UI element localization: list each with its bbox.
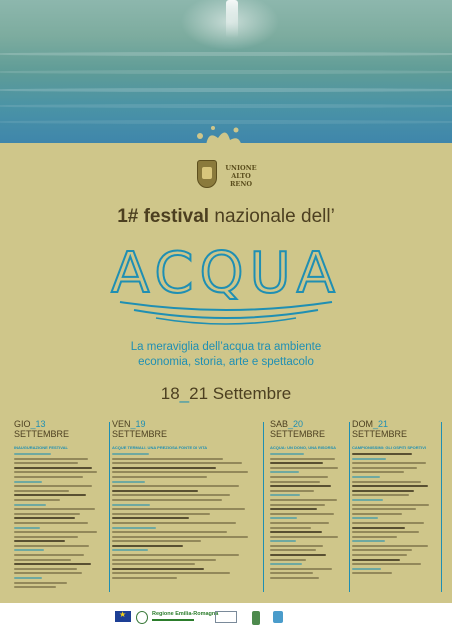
festival-subtitle: La meraviglia dell’acqua tra ambiente economia, storia, arte e spettacolo [130, 341, 322, 368]
month-label: SETTEMBRE [352, 429, 408, 439]
event-list [14, 453, 106, 588]
day-heading: ACQUE TERMALI. UNA PREZIOSA FONTE DI VITA [112, 445, 208, 450]
day-heading: ACQUA: UN DONO, UNA RISORSA [270, 445, 337, 450]
column-divider [349, 422, 350, 592]
headline-rest: nazionale dell’ [214, 206, 335, 227]
edition-number: 1# [117, 206, 139, 227]
water-ripple [0, 52, 452, 56]
logo-text: UNIONE ALTO RENO [225, 164, 257, 188]
sponsor-logo [252, 611, 260, 625]
day-heading: CAMPIONISSIMI: GLI OSPITI SPORTIVI [352, 445, 427, 450]
column-divider [441, 422, 442, 592]
event-list [270, 453, 346, 579]
sponsor-logo [304, 611, 334, 621]
festival-dates: 18_21 Settembre [160, 384, 292, 403]
day-label: VEN_19 [112, 419, 146, 429]
light-reflection [226, 0, 238, 38]
day-heading: INAUGURAZIONE FESTIVAL [14, 445, 68, 450]
sponsor-strip [0, 603, 452, 635]
coat-of-arms-icon [197, 160, 217, 188]
water-ripple [0, 70, 452, 74]
water-ripple [0, 104, 452, 108]
month-label: SETTEMBRE [112, 429, 168, 439]
acqua-title-text: ACQUA [111, 241, 341, 306]
event-list [112, 453, 260, 579]
eu-flag-logo [115, 611, 131, 622]
programme-columns [14, 420, 438, 594]
sponsor-logo [273, 611, 283, 623]
festival-headline [0, 206, 452, 228]
day-column-gio [14, 420, 106, 594]
column-divider [263, 422, 264, 592]
sponsor-logo [215, 611, 237, 623]
festival-word: festival [143, 206, 210, 227]
water-ripple [0, 88, 452, 92]
month-label: SETTEMBRE [270, 429, 326, 439]
day-column-dom [352, 420, 438, 594]
day-column-sab [270, 420, 346, 594]
day-label: SAB_20 [270, 419, 304, 429]
unione-alto-reno-logo [193, 156, 263, 196]
column-divider [109, 422, 110, 592]
event-list [352, 453, 438, 574]
month-label: SETTEMBRE [14, 429, 70, 439]
region-logo: Regione Emilia-Romagna [152, 611, 194, 621]
republic-emblem-logo [136, 611, 148, 624]
day-label: DOM_21 [352, 419, 389, 429]
day-column-ven [112, 420, 260, 594]
day-label: GIO_13 [14, 419, 46, 429]
acqua-title [110, 236, 342, 328]
